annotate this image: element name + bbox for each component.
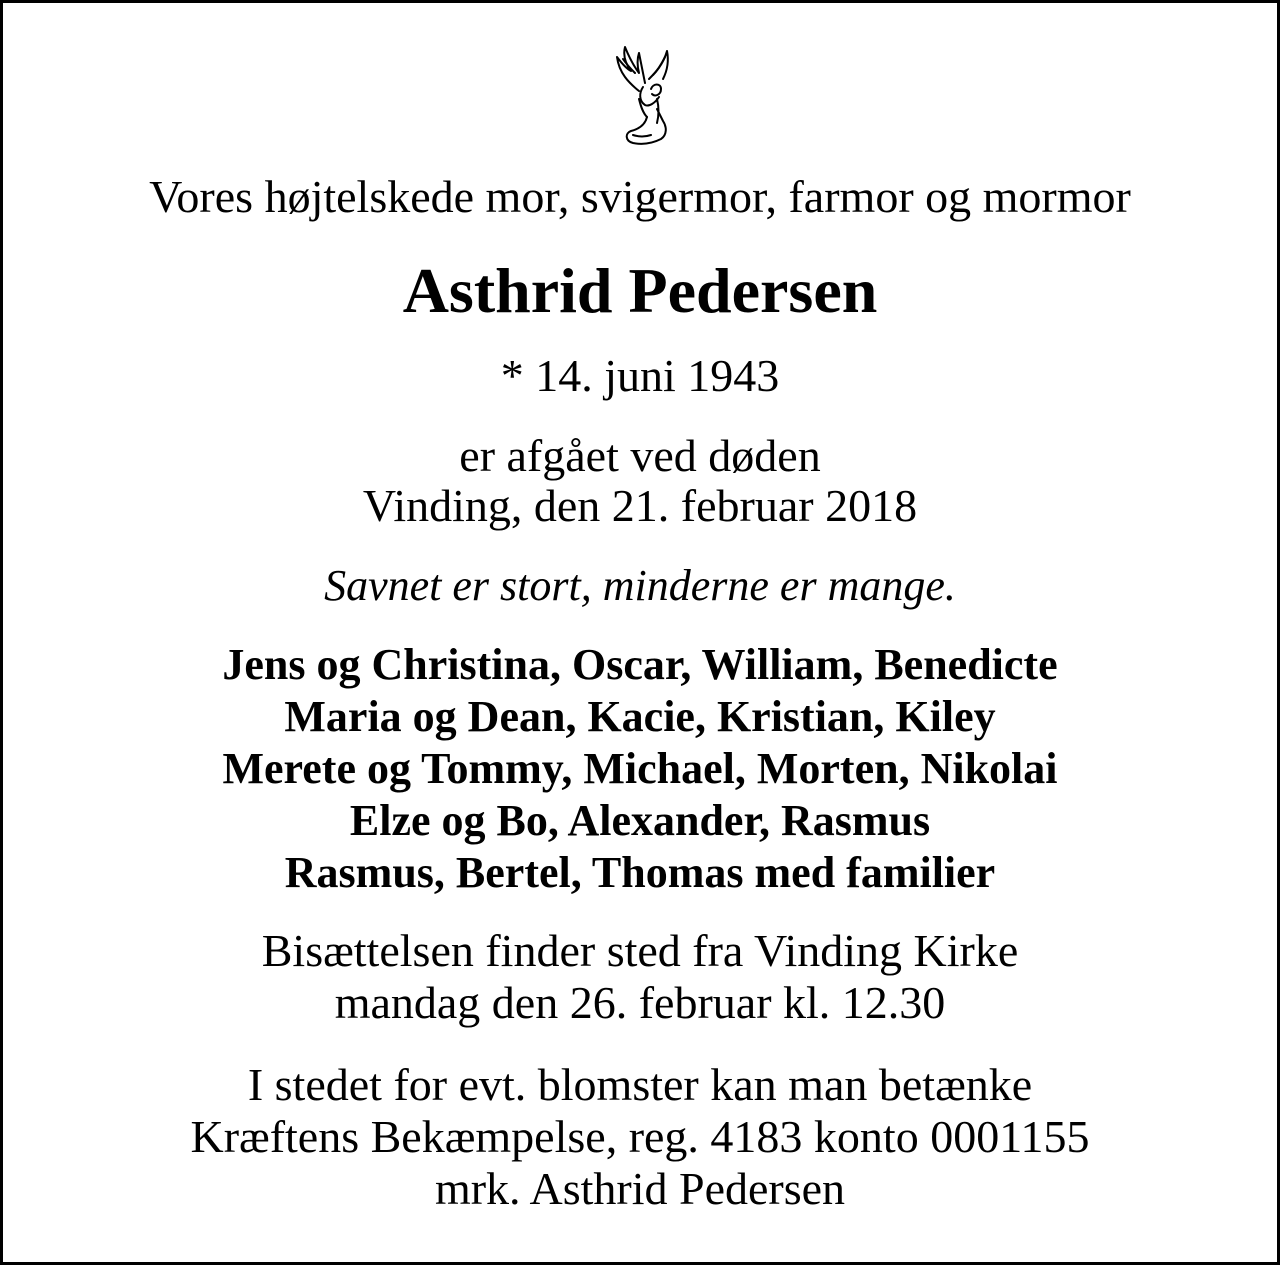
intro-text: Vores højtelskede mor, svigermor, farmor og mormor	[149, 171, 1131, 222]
family-list	[3, 639, 1277, 899]
memorial-motto: Savnet er stort, minderne er mange.	[324, 561, 956, 610]
donation-intro: I stedet for evt. blomster kan man betænke	[247, 1059, 1033, 1110]
funeral-info	[3, 925, 1277, 1029]
donation-info	[3, 1059, 1277, 1215]
family-line: Jens og Christina, Oscar, William, Benedicte	[222, 640, 1058, 689]
family-line: Rasmus, Bertel, Thomas med familier	[284, 848, 996, 897]
donation-account: Kræftens Bekæmpelse, reg. 4183 konto 0001155	[190, 1111, 1090, 1162]
birth-date: * 14. juni 1943	[500, 350, 780, 401]
donation-reference: mrk. Asthrid Pedersen	[434, 1163, 846, 1214]
death-place-date: Vinding, den 21. februar 2018	[362, 480, 918, 531]
family-line: Merete og Tommy, Michael, Morten, Nikolai	[222, 744, 1058, 793]
angel-icon	[609, 43, 677, 151]
family-line: Maria og Dean, Kacie, Kristian, Kiley	[284, 692, 996, 741]
death-text: er afgået ved døden	[459, 430, 821, 481]
deceased-name: Asthrid Pedersen	[402, 255, 878, 326]
death-announcement	[3, 431, 1277, 531]
family-line: Elze og Bo, Alexander, Rasmus	[349, 796, 931, 845]
funeral-location: Bisættelsen finder sted fra Vinding Kirke	[261, 925, 1019, 976]
funeral-time: mandag den 26. februar kl. 12.30	[334, 977, 946, 1028]
